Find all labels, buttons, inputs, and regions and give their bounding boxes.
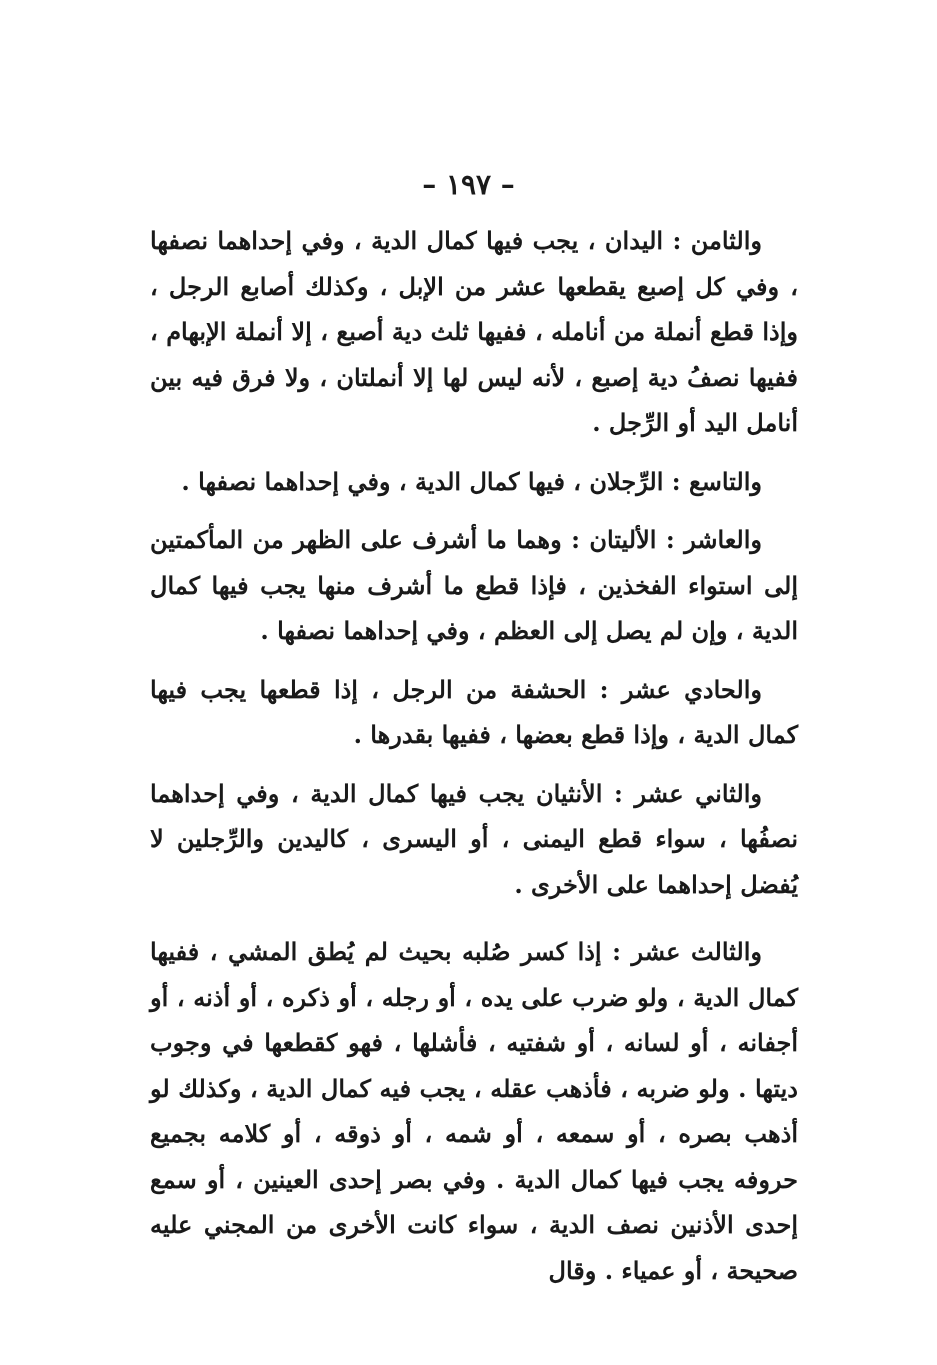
text-body xyxy=(150,218,798,1293)
paragraph-eighth: والثامن : اليدان ، يجب فيها كمال الدية ، وفي إحداهما نصفها ، وفي كل إصبع يقطعها عشر من الإبل ، وكذلك أصابع الرجل ، وإذا قطع أنملة من أنامله ، ففيها ثلث دية أصبع ، إلا أنملة الإبهام ، ففيها نصفُ دية إصبع ، لأنه ليس لها إلا أنملتان ، ولا فرق فيه بين أنامل اليد أو الرِّجل . xyxy=(150,226,798,437)
paragraph-ninth: والتاسع : الرِّجلان ، فيها كمال الدية ، وفي إحداهما نصفها . xyxy=(181,466,762,496)
paragraph-tenth: والعاشر : الأليتان : وهما ما أشرف على الظهر من المأكمتين إلى استواء الفخذين ، فإذا قطع ما أشرف منها يجب فيها كمال الدية ، وإن لم يصل إلى العظم ، وفي إحداهما نصفها . xyxy=(150,525,798,645)
page-number: – ١٩٧ – xyxy=(422,168,515,201)
paragraph-eleventh: والحادي عشر : الحشفة من الرجل ، إذا قطعها يجب فيها كمال الدية ، وإذا قطع بعضها ، ففيها بقدرها . xyxy=(150,674,798,749)
paragraph-thirteenth: والثالث عشر : إذا كسر صُلبه بحيث لم يُطق المشي ، ففيها كمال الدية ، ولو ضرب على يده ، أو رجله ، أو ذكره ، أو أذنه ، أو أجفانه ، أو لسانه ، أو شفتيه ، فأشلها ، فهو كقطعها في وجوب ديتها . ولو ضربه ، فأذهب عقله ، يجب فيه كمال الدية ، وكذلك لو أذهب بصره ، أو سمعه ، أو شمه ، أو ذوقه ، أو كلامه بجميع حروفه يجب فيها كمال الدية . وفي بصر إحدى العينين ، أو سمع إحدى الأذنين نصف الدية ، سواء كانت الأخرى من المجني عليه صحيحة ، أو عمياء . وقال xyxy=(150,937,798,1285)
paragraph-twelfth: والثاني عشر : الأنثيان يجب فيها كمال الدية ، وفي إحداهما نصفُها ، سواء قطع اليمنى ، أو اليسرى ، كاليدين والرِّجلين لا يُفضل إحداهما على الأخرى . xyxy=(150,778,798,899)
